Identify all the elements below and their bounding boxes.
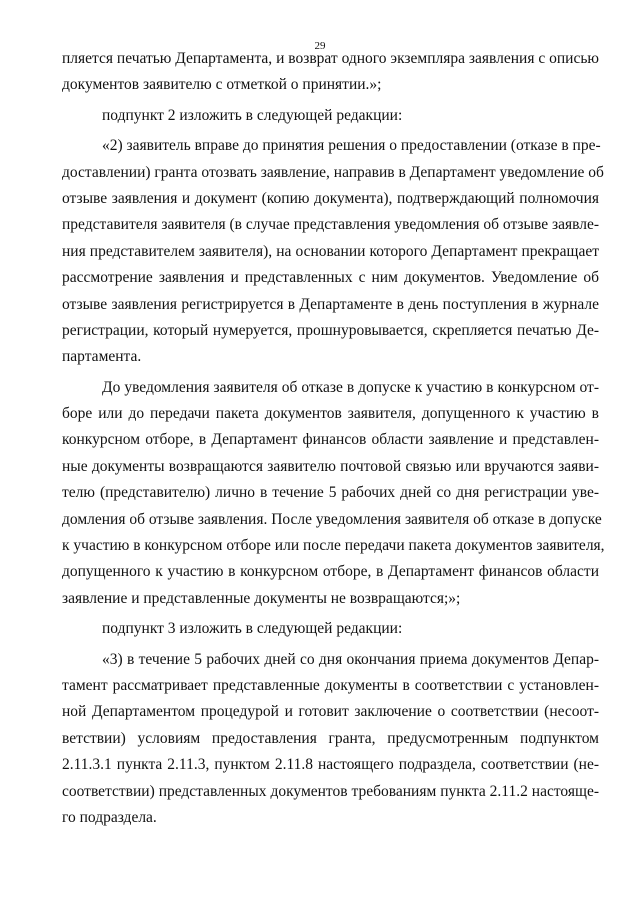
text-line: ные документы возвращаются заявителю почтовой связью или вручаются заяви- (62, 457, 599, 475)
text-line: До уведомления заявителя об отказе в допуске к участию в конкурсном от- (102, 378, 599, 396)
paragraph (62, 616, 599, 642)
text-line: го подраздела. (62, 808, 157, 826)
text-line: боре или до передачи пакета документов заявителя, допущенного к участию в (62, 405, 599, 423)
text-line: соответствии) представленных документов требованиям пункта 2.11.2 настояще- (62, 782, 599, 800)
text-line: домления об отзыве заявления. После уведомления заявителя об отказе в допуске (62, 510, 602, 528)
text-line: подпункт 3 изложить в следующей редакции: (102, 620, 403, 638)
text-line: к участию в конкурсном отборе или после передачи пакета документов заявителя, (62, 537, 605, 555)
page-number: 29 (314, 40, 326, 52)
paragraph (62, 375, 605, 613)
text-line: отзыве заявления регистрируется в Департаменте в день поступления в журнале (62, 295, 599, 313)
paragraph (62, 46, 599, 99)
text-line: 2.11.3.1 пункта 2.11.3, пунктом 2.11.8 настоящего подраздела, соответствии (не- (62, 756, 599, 774)
text-line: конкурсном отборе, в Департамент финансов области заявление и представлен- (62, 431, 599, 449)
text-line: представителя заявителя (в случае представления уведомления об отзыве заявле- (62, 216, 599, 234)
text-line: рассмотрение заявления и представленных с ним документов. Уведомление об (62, 269, 599, 287)
text-line: доставлении) гранта отозвать заявление, направив в Департамент уведомление об (62, 163, 604, 181)
text-line: регистрации, который нумеруется, прошнуровывается, скрепляется печатью Де- (62, 321, 599, 339)
text-line: партамента. (62, 348, 142, 366)
text-line: пляется печатью Департамента, и возврат одного экземпляра заявления с описью (62, 50, 599, 67)
text-line: тамент рассматривает представленные документы в соответствии с установлен- (62, 676, 599, 694)
text-line: ния представителем заявителя), на основании которого Департамент прекращает (62, 242, 599, 260)
document-body (62, 46, 605, 831)
paragraph (62, 133, 604, 371)
text-line: документов заявителю с отметкой о принятии.»; (62, 76, 382, 94)
paragraph (62, 103, 599, 129)
text-line: допущенного к участию в конкурсном отборе, в Департамент финансов области (62, 563, 599, 581)
text-line: отзыве заявления и документ (копию документа), подтверждающий полномочия (62, 189, 599, 207)
text-line: «2) заявитель вправе до принятия решения о предоставлении (отказе в пре- (102, 137, 601, 155)
text-line: заявление и представленные документы не возвращаются;»; (62, 589, 461, 607)
text-line: «3) в течение 5 рабочих дней со дня окончания приема документов Депар- (102, 650, 599, 668)
paragraph (62, 647, 599, 832)
text-line: подпункт 2 изложить в следующей редакции: (102, 106, 403, 124)
text-line: ной Департаментом процедурой и готовит заключение о соответствии (несоот- (62, 703, 599, 721)
text-line: ветствии) условиям предоставления гранта, предусмотренным подпунктом (62, 729, 599, 747)
text-line: телю (представителю) лично в течение 5 рабочих дней со дня регистрации уве- (62, 484, 599, 502)
